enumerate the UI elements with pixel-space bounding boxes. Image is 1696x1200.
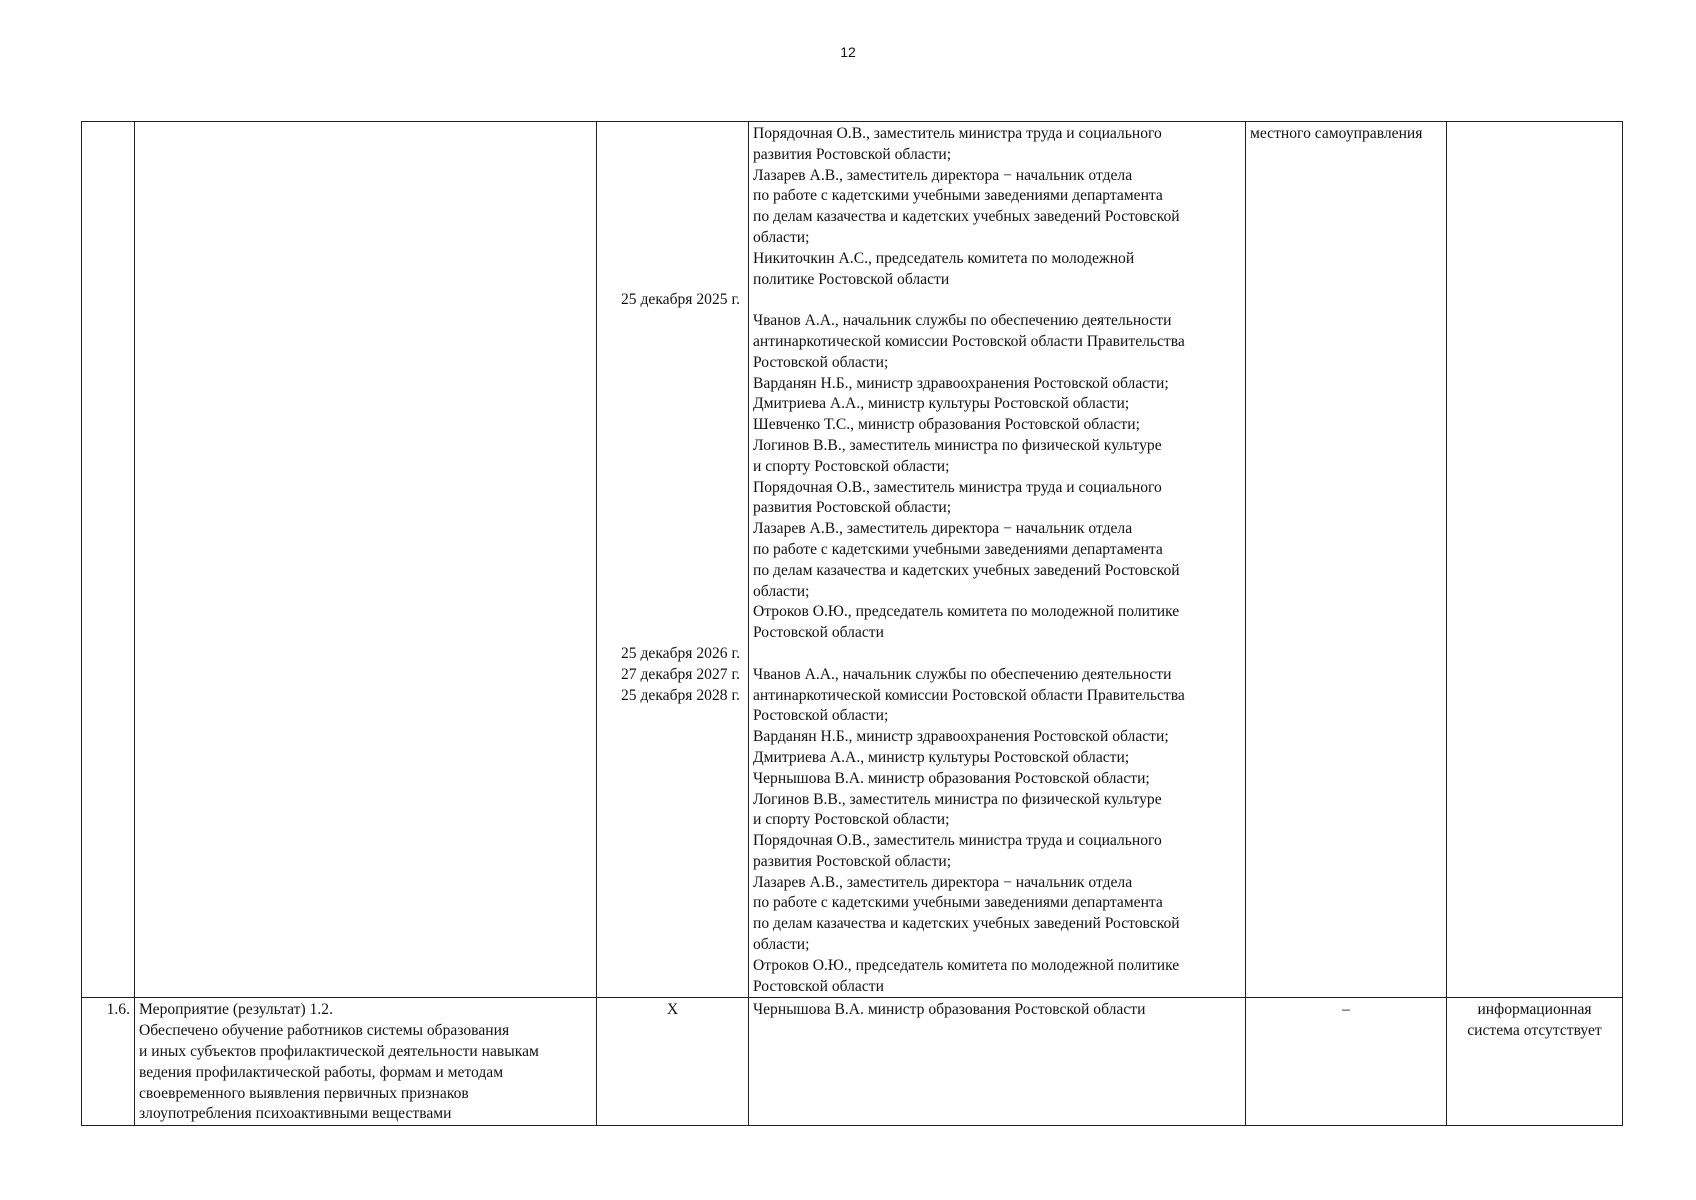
spacer <box>601 145 740 166</box>
spacer <box>601 207 740 228</box>
date-line: 25 декабря 2025 г. <box>620 291 740 309</box>
spacer <box>601 935 740 956</box>
cell-col5 <box>1246 122 1447 998</box>
responsible-line: по работе с кадетскими учебными заведениями департамента <box>753 540 1163 558</box>
spacer <box>601 727 740 748</box>
spacer <box>601 540 740 561</box>
spacer <box>601 748 740 769</box>
responsible-line: Варданян Н.Б., министр здравоохранения Ростовской области; <box>753 728 1169 746</box>
responsible-line: Лазарев А.В., заместитель директора − начальник отдела <box>753 873 1133 891</box>
col6-line: система отсутствует <box>1467 1022 1602 1040</box>
table-row-continuation <box>82 122 1623 998</box>
spacer <box>601 457 740 478</box>
spacer <box>601 311 740 332</box>
responsible-line: развития Ростовской области; <box>753 145 952 163</box>
spacer <box>601 790 740 811</box>
col5-line: местного самоуправления <box>1250 125 1423 142</box>
spacer <box>601 436 740 457</box>
cell-dates <box>597 122 749 998</box>
responsible-line: Логинов В.В., заместитель министра по физической культуре <box>753 436 1162 454</box>
title-line: ведения профилактической работы, формам и методам <box>139 1063 504 1081</box>
responsible-line: области; <box>753 228 810 246</box>
title-line: Мероприятие (результат) 1.2. <box>139 1001 333 1019</box>
spacer <box>601 893 740 914</box>
responsible-line: Логинов В.В., заместитель министра по физической культуре <box>753 790 1162 808</box>
date-block <box>601 124 744 270</box>
responsible-line: антинаркотической комиссии Ростовской области Правительства <box>753 332 1185 350</box>
spacer <box>601 498 740 519</box>
responsible-line: Порядочная О.В., заместитель министра труда и социального <box>753 832 1162 850</box>
cell-number <box>82 122 135 998</box>
spacer <box>601 228 740 249</box>
cell-col6 <box>1447 998 1623 1126</box>
page-number: 12 <box>840 44 856 60</box>
responsible-line: Чванов А.А., начальник службы по обеспечению деятельности <box>753 665 1172 683</box>
cell-number: 1.6. <box>82 998 135 1126</box>
spacer <box>601 478 740 499</box>
spacer <box>601 831 740 852</box>
date-line: 25 декабря 2028 г. <box>620 686 740 704</box>
title-line: Обеспечено обучение работников системы образования <box>139 1022 510 1040</box>
table-row-1-6 <box>82 998 1623 1126</box>
title-line: и иных субъектов профилактической деятельности навыкам <box>139 1043 539 1061</box>
cell-col6 <box>1447 122 1623 998</box>
spacer <box>601 706 740 727</box>
spacer <box>601 873 740 894</box>
responsible-line: Варданян Н.Б., министр здравоохранения Ростовской области; <box>753 374 1169 392</box>
spacer <box>601 124 740 145</box>
responsible-line: области; <box>753 936 810 954</box>
cell-date: Х <box>597 998 749 1126</box>
responsible-line: Отроков О.Ю., председатель комитета по молодежной политике <box>753 956 1180 974</box>
responsible-line: развития Ростовской области; <box>753 852 952 870</box>
responsible-line: антинаркотической комиссии Ростовской области Правительства <box>753 686 1185 704</box>
responsible-line: Порядочная О.В., заместитель министра труда и социального <box>753 478 1162 496</box>
cell-title <box>135 122 597 998</box>
spacer <box>601 582 740 603</box>
responsible-line: и спорту Ростовской области; <box>753 811 950 829</box>
responsible-line: по работе с кадетскими учебными заведениями департамента <box>753 894 1163 912</box>
cell-responsible <box>749 122 1246 998</box>
spacer <box>601 561 740 582</box>
spacer <box>601 956 740 977</box>
responsible-block <box>753 665 1241 998</box>
responsible-line: Ростовской области <box>753 977 884 995</box>
spacer <box>601 374 740 395</box>
spacer <box>601 519 740 540</box>
responsible-line: Лазарев А.В., заместитель директора − начальник отдела <box>753 166 1133 184</box>
responsible-line: Чернышова В.А. министр образования Ростовской области; <box>753 769 1150 787</box>
responsible-line: Чванов А.А., начальник службы по обеспечению деятельности <box>753 312 1172 330</box>
responsible-line: Порядочная О.В., заместитель министра труда и социального <box>753 125 1162 142</box>
responsible-block <box>753 311 1241 644</box>
responsible-line: по делам казачества и кадетских учебных заведений Ростовской <box>753 561 1180 579</box>
spacer <box>601 166 740 187</box>
cell-title <box>135 998 597 1126</box>
responsible-line: развития Ростовской области; <box>753 499 952 517</box>
responsible-line: Отроков О.Ю., председатель комитета по молодежной политике <box>753 603 1180 621</box>
spacer <box>601 415 740 436</box>
responsible-line: Дмитриева А.А., министр культуры Ростовской области; <box>753 395 1130 413</box>
date-block <box>601 290 744 623</box>
col6-line: информационная <box>1477 1001 1592 1019</box>
spacer <box>601 769 740 790</box>
responsible-line: по делам казачества и кадетских учебных заведений Ростовской <box>753 208 1180 226</box>
spacer <box>601 394 740 415</box>
responsible-block <box>753 124 1241 290</box>
spacer <box>601 602 740 623</box>
responsible-line: Ростовской области; <box>753 707 889 725</box>
responsible-line: политике Ростовской области <box>753 270 950 288</box>
activities-table <box>81 121 1623 1126</box>
title-line: своевременного выявления первичных признаков <box>139 1084 469 1102</box>
date-line: 27 декабря 2027 г. <box>620 665 740 683</box>
responsible-line: по делам казачества и кадетских учебных заведений Ростовской <box>753 915 1180 933</box>
spacer <box>601 249 740 270</box>
responsible-line: Дмитриева А.А., министр культуры Ростовской области; <box>753 748 1130 766</box>
responsible-line: и спорту Ростовской области; <box>753 457 950 475</box>
spacer <box>601 353 740 374</box>
responsible-line: Никиточкин А.С., председатель комитета по молодежной <box>753 249 1135 267</box>
spacer <box>601 852 740 873</box>
responsible-line: области; <box>753 582 810 600</box>
responsible-line: Лазарев А.В., заместитель директора − начальник отдела <box>753 520 1133 538</box>
responsible-line: Ростовской области <box>753 624 884 642</box>
spacer <box>601 332 740 353</box>
cell-col5: – <box>1246 998 1447 1126</box>
spacer <box>601 810 740 831</box>
date-block <box>601 644 744 977</box>
spacer <box>601 186 740 207</box>
title-line: злоупотребления психоактивными веществами <box>139 1105 452 1123</box>
responsible-line: Шевченко Т.С., министр образования Ростовской области; <box>753 416 1140 434</box>
date-line: 25 декабря 2026 г. <box>620 644 740 662</box>
spacer <box>601 914 740 935</box>
responsible-line: Ростовской области; <box>753 353 889 371</box>
responsible-line: по работе с кадетскими учебными заведениями департамента <box>753 187 1163 205</box>
cell-responsible: Чернышова В.А. министр образования Ростовской области <box>749 998 1246 1126</box>
